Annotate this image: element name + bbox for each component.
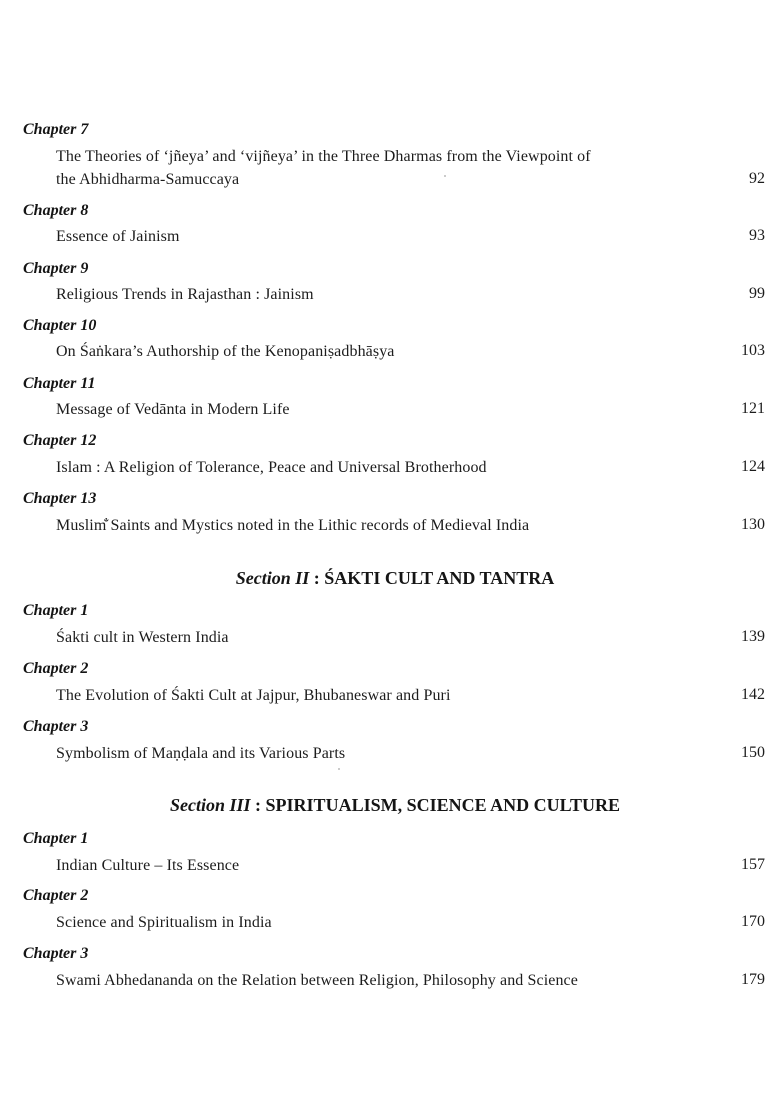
chapter-title: Indian Culture – Its Essence: [56, 857, 240, 874]
page-number: 92: [749, 170, 765, 187]
chapter-label: Chapter 9: [23, 260, 89, 277]
page-number: 142: [741, 686, 765, 703]
scan-speck: [338, 768, 340, 770]
chapter-label: Chapter 10: [23, 317, 97, 334]
section-separator: :: [250, 795, 266, 815]
page-number: 103: [741, 342, 765, 359]
chapter-title: Science and Spiritualism in India: [56, 914, 272, 931]
chapter-title: Swami Abhedananda on the Relation between Religion, Philosophy and Science: [56, 972, 578, 989]
page-number: 179: [741, 971, 765, 988]
page-number: 99: [749, 285, 765, 302]
page-number: 157: [741, 856, 765, 873]
chapter-title: Essence of Jainism: [56, 228, 180, 245]
chapter-title: Religious Trends in Rajasthan : Jainism: [56, 286, 314, 303]
chapter-title: Muslim̐ Saints and Mystics noted in the Lithic records of Medieval India: [56, 517, 530, 534]
section-title: ŚAKTI CULT AND TANTRA: [324, 568, 555, 588]
section-heading: [0, 567, 780, 589]
section-title: SPIRITUALISM, SCIENCE AND CULTURE: [265, 795, 620, 815]
chapter-label: Chapter 2: [23, 887, 89, 904]
chapter-label: Chapter 2: [23, 660, 89, 677]
page-number: 130: [741, 516, 765, 533]
chapter-title: Śakti cult in Western India: [56, 629, 229, 646]
chapter-label: Chapter 13: [23, 490, 97, 507]
chapter-label: Chapter 3: [23, 945, 89, 962]
chapter-title: The Evolution of Śakti Cult at Jajpur, Bhubaneswar and Puri: [56, 687, 451, 704]
section-heading: [0, 794, 780, 816]
chapter-label: Chapter 7: [23, 121, 89, 138]
chapter-title: Message of Vedānta in Modern Life: [56, 401, 290, 418]
page-number: 150: [741, 744, 765, 761]
chapter-title: The Theories of ‘jñeya’ and ‘vijñeya’ in the Three Dharmas from the Viewpoint of the Abhidharma-Samuccaya: [56, 148, 591, 188]
section-number: Section III: [170, 795, 251, 815]
section-separator: :: [309, 568, 325, 588]
chapter-label: Chapter 11: [23, 375, 96, 392]
section-number: Section II: [235, 568, 310, 588]
chapter-label: Chapter 8: [23, 202, 89, 219]
chapter-title: On Śaṅkara’s Authorship of the Kenopaniṣadbhāṣya: [56, 343, 395, 360]
page-number: 93: [749, 227, 765, 244]
chapter-label: Chapter 3: [23, 718, 89, 735]
page-number: 170: [741, 913, 765, 930]
chapter-label: Chapter 12: [23, 432, 97, 449]
chapter-title: Symbolism of Maṇḍala and its Various Parts: [56, 745, 346, 762]
page-number: 121: [741, 400, 765, 417]
page-number: 124: [741, 458, 765, 475]
chapter-label: Chapter 1: [23, 830, 89, 847]
page-number: 139: [741, 628, 765, 645]
scan-speck: [444, 175, 446, 177]
chapter-label: Chapter 1: [23, 602, 89, 619]
chapter-title: Islam : A Religion of Tolerance, Peace and Universal Brotherhood: [56, 459, 487, 476]
